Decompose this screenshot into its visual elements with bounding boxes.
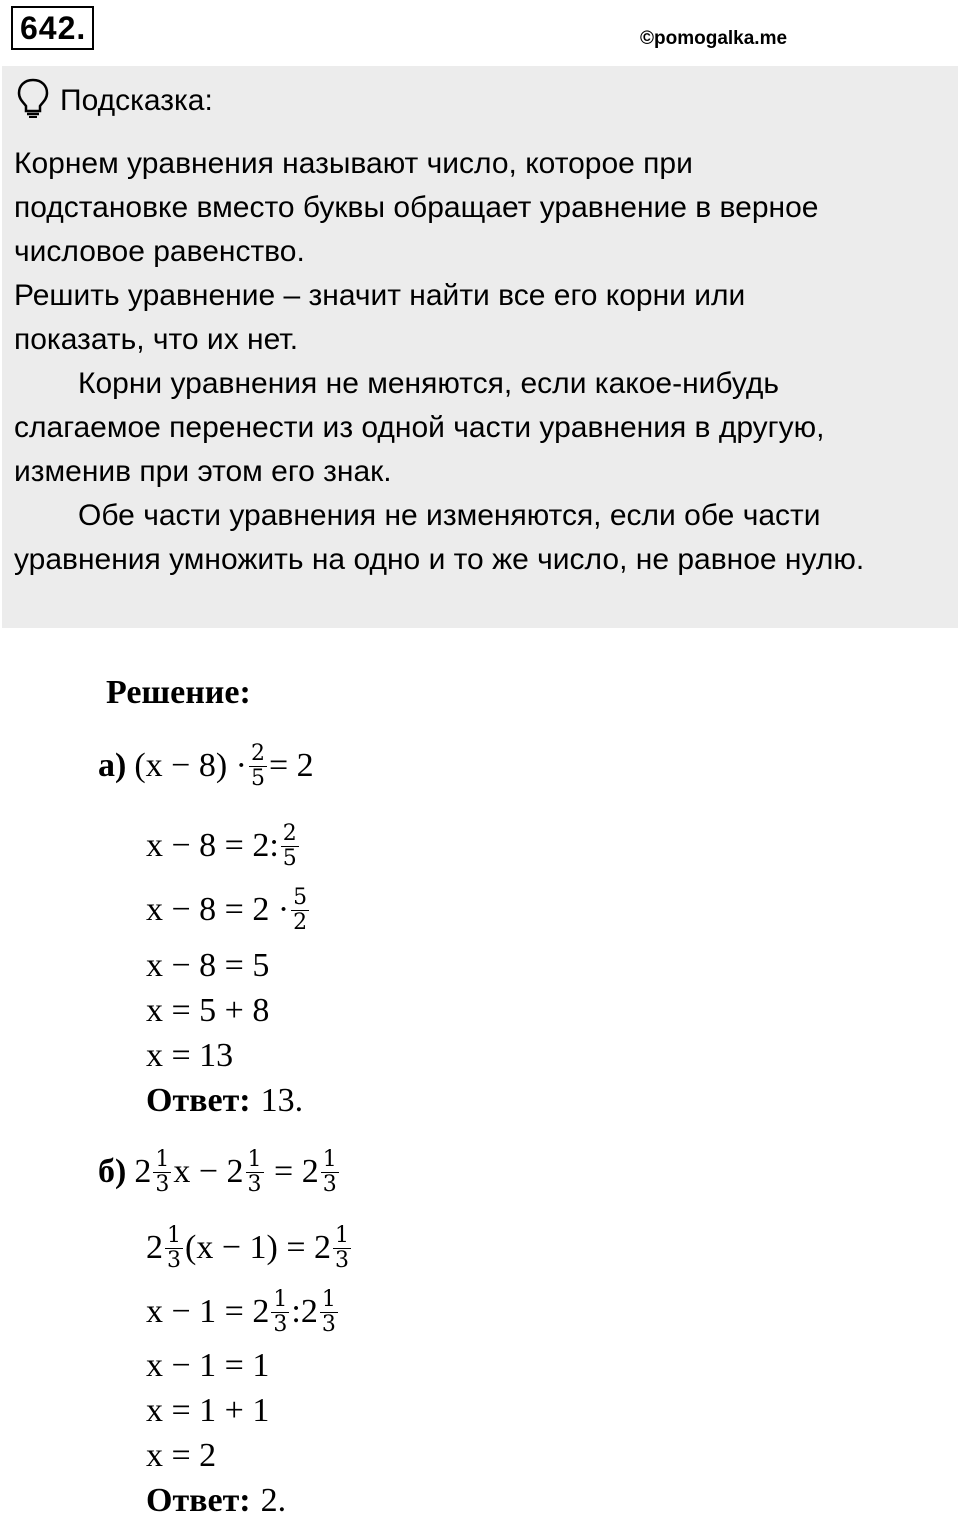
eq-text: x −: [173, 1153, 219, 1190]
fraction-denominator: 5: [282, 845, 297, 871]
fraction-denominator: 3: [155, 1171, 170, 1197]
fraction-denominator: 5: [250, 765, 265, 791]
mixed-number: [302, 1148, 341, 1197]
hint-box: [2, 66, 958, 628]
eq-text: x − 1 =: [146, 1293, 244, 1330]
eq-text: (x − 1) =: [185, 1229, 306, 1266]
fraction-numerator: 2: [282, 820, 297, 846]
mixed-number: [134, 1148, 173, 1197]
answer-a: [146, 1071, 303, 1131]
hint-title: Подсказка:: [60, 84, 213, 117]
fraction-numerator: 1: [322, 1146, 337, 1172]
hint-line: Корнем уравнения называют число, которое при: [14, 147, 693, 180]
eq-text: = 2: [268, 747, 314, 784]
fraction: [249, 742, 267, 791]
fraction-numerator: 1: [247, 1146, 262, 1172]
part-b-label: б): [98, 1153, 127, 1190]
whole-part: 2: [252, 1293, 270, 1330]
eq-text: :: [291, 1293, 301, 1330]
eq-text: x = 1 + 1: [146, 1392, 270, 1429]
equation-b-1: [146, 1218, 353, 1278]
eq-text: =: [274, 1153, 294, 1190]
answer-b: [146, 1471, 286, 1531]
hint-line: подстановке вместо буквы обращает уравнение в верное: [14, 191, 819, 224]
fraction: [291, 886, 309, 935]
part-a-label: а): [98, 747, 127, 784]
mixed-number: [314, 1224, 353, 1273]
fraction: [246, 1148, 264, 1197]
eq-text: x = 2: [146, 1437, 217, 1474]
fraction-denominator: 3: [167, 1247, 181, 1273]
fraction-denominator: 3: [247, 1171, 262, 1197]
hint-line: Корни уравнения не меняются, если какое-нибудь: [78, 367, 780, 400]
hint-line: Обе части уравнения не изменяются, если обе части: [78, 499, 821, 532]
answer-value: 13.: [260, 1082, 304, 1119]
equation-b-0: [98, 1142, 341, 1202]
fraction-numerator: 1: [273, 1286, 288, 1312]
equation-b-2: [146, 1282, 340, 1342]
fraction: [271, 1288, 289, 1337]
fraction-denominator: 3: [273, 1311, 288, 1337]
eq-text: x − 1 = 1: [146, 1347, 270, 1384]
whole-part: 2: [300, 1293, 318, 1330]
whole-part: 2: [146, 1229, 163, 1266]
hint-line: уравнения умножить на одно и то же число, не равное нулю.: [14, 543, 865, 576]
mixed-number: [227, 1148, 266, 1197]
fraction-denominator: 3: [321, 1311, 336, 1337]
fraction: [153, 1148, 171, 1197]
solution-title: Решение:: [106, 674, 251, 711]
fraction: [320, 1288, 338, 1337]
mixed-number: [252, 1288, 291, 1337]
fraction-numerator: 1: [155, 1146, 170, 1172]
equation-a-1: [146, 816, 301, 876]
fraction-numerator: 1: [321, 1286, 336, 1312]
fraction-denominator: 3: [335, 1247, 349, 1273]
answer-value: 2.: [260, 1482, 287, 1519]
fraction-numerator: 5: [293, 884, 308, 910]
mixed-number: [146, 1224, 185, 1273]
whole-part: 2: [314, 1229, 331, 1266]
task-number: 642.: [11, 6, 94, 50]
whole-part: 2: [134, 1153, 152, 1190]
equation-a-2: [146, 880, 311, 940]
lightbulb-icon: [16, 78, 50, 118]
hint-text: [14, 142, 954, 582]
fraction: [165, 1224, 183, 1273]
eq-text: x = 5 + 8: [146, 992, 270, 1029]
fraction-numerator: 1: [167, 1222, 181, 1248]
whole-part: 2: [301, 1153, 319, 1190]
answer-label: Ответ:: [146, 1082, 251, 1119]
eq-text: (x − 8) ·: [134, 747, 247, 784]
fraction-denominator: 2: [293, 909, 308, 935]
hint-line: Решить уравнение – значит найти все его корни или: [14, 279, 746, 312]
mixed-number: [301, 1288, 340, 1337]
hint-line: числовое равенство.: [14, 235, 305, 268]
eq-text: x = 13: [146, 1037, 234, 1074]
hint-line: изменив при этом его знак.: [14, 455, 392, 488]
whole-part: 2: [226, 1153, 244, 1190]
site-credit: ©pomogalka.me: [640, 28, 788, 49]
fraction: [321, 1148, 339, 1197]
fraction-numerator: 2: [250, 740, 265, 766]
fraction-denominator: 3: [322, 1171, 337, 1197]
fraction-numerator: 1: [335, 1222, 349, 1248]
hint-line: показать, что их нет.: [14, 323, 299, 356]
fraction: [333, 1224, 351, 1273]
hint-line: слагаемое перенести из одной части уравнения в другую,: [14, 411, 825, 444]
equation-a-0: [98, 736, 314, 796]
answer-label: Ответ:: [146, 1482, 251, 1519]
eq-text: x − 8 = 5: [146, 947, 270, 984]
eq-text: x − 8 = 2:: [146, 827, 279, 864]
fraction: [281, 822, 299, 871]
eq-text: x − 8 = 2 ·: [146, 891, 290, 928]
